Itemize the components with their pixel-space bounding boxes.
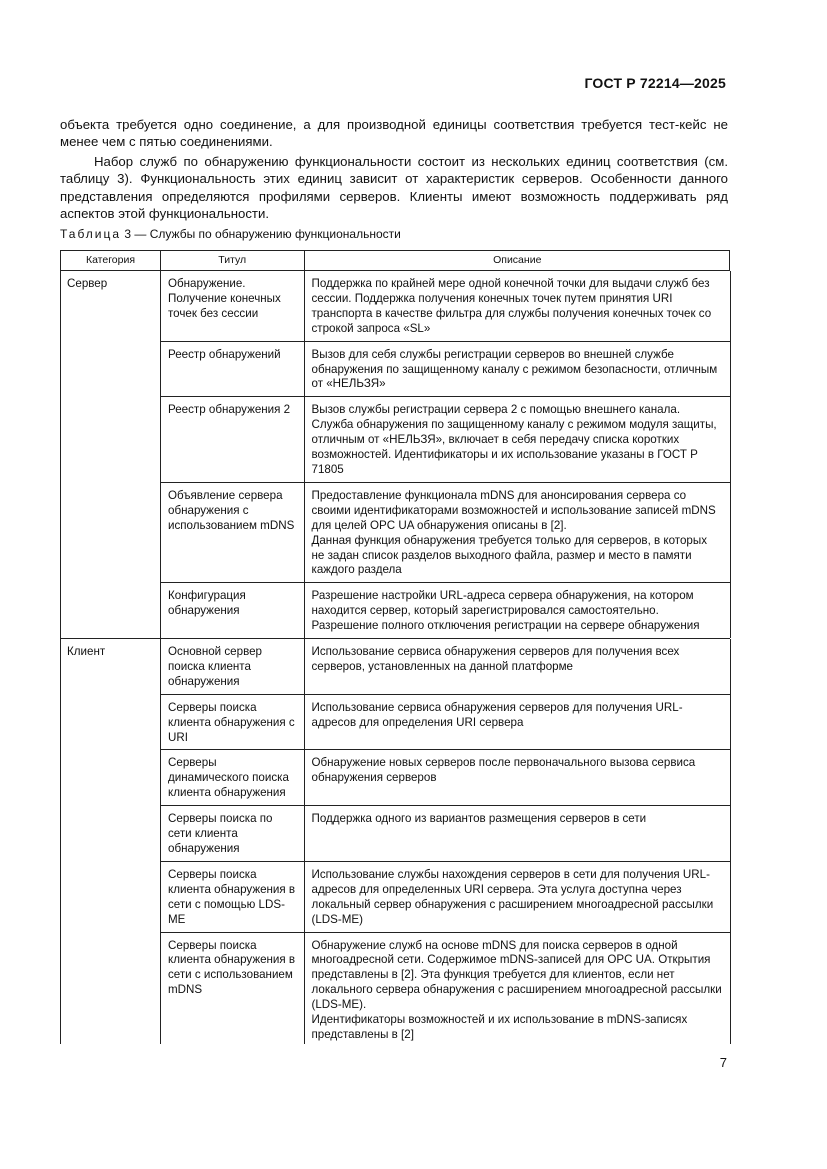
table-caption-text: 3 — Службы по обнаружению функциональности <box>124 227 401 241</box>
row-title: Реестр обнаружений <box>161 341 304 397</box>
table-row <box>161 397 730 483</box>
row-title: Объявление сервера обнаружения с использованием mDNS <box>161 482 304 582</box>
row-title: Серверы поиска клиента обнаружения в сети с помощью LDS-ME <box>161 861 304 932</box>
row-title: Серверы поиска по сети клиента обнаружения <box>161 806 304 862</box>
table-row <box>161 750 730 806</box>
table-row <box>161 639 730 694</box>
row-description: Обнаружение новых серверов после первоначального вызова сервиса обнаружения серверов <box>304 750 730 806</box>
row-description: Вызов службы регистрации сервера 2 с помощью внешнего канала. Служба обнаружения по защищенному каналу с режимом модуля защиты, отличным от «НЕЛЬЗЯ», включает в себя передачу списка коротких возможностей. Идентификаторы и их использование указаны в ГОСТ Р 71805 <box>304 397 730 483</box>
table-group-row <box>61 639 730 1044</box>
table-body <box>61 271 730 1044</box>
table-row <box>161 482 730 582</box>
discovery-services-table <box>60 250 730 1044</box>
table-row <box>161 932 730 1044</box>
row-title: Обнаружение. Получение конечных точек без сессии <box>161 271 304 341</box>
table-row <box>161 861 730 932</box>
header-title-description-cell <box>161 251 730 271</box>
row-title: Серверы динамического поиска клиента обнаружения <box>161 750 304 806</box>
group-rows-table <box>161 639 731 1044</box>
row-description: Предоставление функционала mDNS для анонсирования сервера со своими идентификаторами возможностей и использование записей mDNS для целей OPC UA обнаружения описаны в [2]. Данная функция обнаружения требуется только для серверов, в которых не задан список разделов выходного файла, размер и место в памяти каждого раздела <box>304 482 730 582</box>
table-row <box>161 694 730 750</box>
table-header-row <box>61 251 730 271</box>
intro-paragraph-1: объекта требуется одно соединение, а для производной единицы соответствия требуется тест-кейс не менее чем с пятью соединениями. <box>60 117 728 150</box>
table-row <box>161 341 730 397</box>
row-description: Вызов для себя службы регистрации серверов во внешней службе обнаружения по защищенному каналу с режимом безопасности, отличным от «НЕЛЬЗЯ» <box>304 341 730 397</box>
row-title: Серверы поиска клиента обнаружения с URI <box>161 694 304 750</box>
table-caption <box>60 227 401 242</box>
row-description: Поддержка по крайней мере одной конечной точки для выдачи служб без сессии. Поддержка получения конечных точек путем принятия URI транспорта в качестве фильтра для службы получения конечных точек со строкой запроса «SL» <box>304 271 730 341</box>
table-row <box>161 583 730 638</box>
row-description: Разрешение настройки URL-адреса сервера обнаружения, на котором находится сервер, который зарегистрировался самостоятельно. Разрешение полного отключения регистрации на сервере обнаружения <box>304 583 730 638</box>
intro-text <box>60 116 728 222</box>
category-cell: Клиент <box>61 639 161 1044</box>
table-group-row <box>61 271 730 639</box>
header-inner <box>161 251 730 270</box>
header-description: Описание <box>493 254 542 267</box>
row-description: Использование сервиса обнаружения серверов для получения URL-адресов для определения URI сервера <box>304 694 730 750</box>
row-description: Поддержка одного из вариантов размещения серверов в сети <box>304 806 730 862</box>
row-description: Использование сервиса обнаружения серверов для получения всех серверов, установленных на данной платформе <box>304 639 730 694</box>
table-row <box>161 271 730 341</box>
group-rows-cell <box>161 639 730 1044</box>
group-rows-table <box>161 271 731 638</box>
table-row <box>161 806 730 862</box>
header-title: Титул <box>161 251 304 270</box>
standard-number: ГОСТ Р 72214—2025 <box>584 75 726 91</box>
group-rows-cell <box>161 271 730 639</box>
header-category: Категория <box>61 251 161 271</box>
row-title: Реестр обнаружения 2 <box>161 397 304 483</box>
page-number: 7 <box>719 1055 727 1070</box>
row-title: Серверы поиска клиента обнаружения в сети с использованием mDNS <box>161 932 304 1044</box>
intro-paragraph-2: Набор служб по обнаружению функциональности состоит из нескольких единиц соответствия (см. таблицу 3). Функциональность этих единиц зависит от характеристик серверов. Особенности данного представления определяются профилями серверов. Клиенты имеют возможность поддерживать ряд аспектов этой функциональности. <box>60 153 728 222</box>
row-description: Использование службы нахождения серверов в сети для получения URL-адресов для определенных URI сервера. Эта услуга доступна через локальный сервер обнаружения с расширением многоадресной рассылки (LDS-ME) <box>304 861 730 932</box>
row-description: Обнаружение служб на основе mDNS для поиска серверов в одной многоадресной сети. Содержимое mDNS-записей для OPC UA. Открытия представлены в [2]. Эта функция требуется для клиентов, если нет локального сервера обнаружения с расширением многоадресной рассылки (LDS-ME). Идентификаторы возможностей и их использование в mDNS-записях представлены в [2] <box>304 932 730 1044</box>
category-cell: Сервер <box>61 271 161 639</box>
row-title: Основной сервер поиска клиента обнаружения <box>161 639 304 694</box>
row-title: Конфигурация обнаружения <box>161 583 304 638</box>
table-caption-label: Таблица <box>60 227 122 241</box>
